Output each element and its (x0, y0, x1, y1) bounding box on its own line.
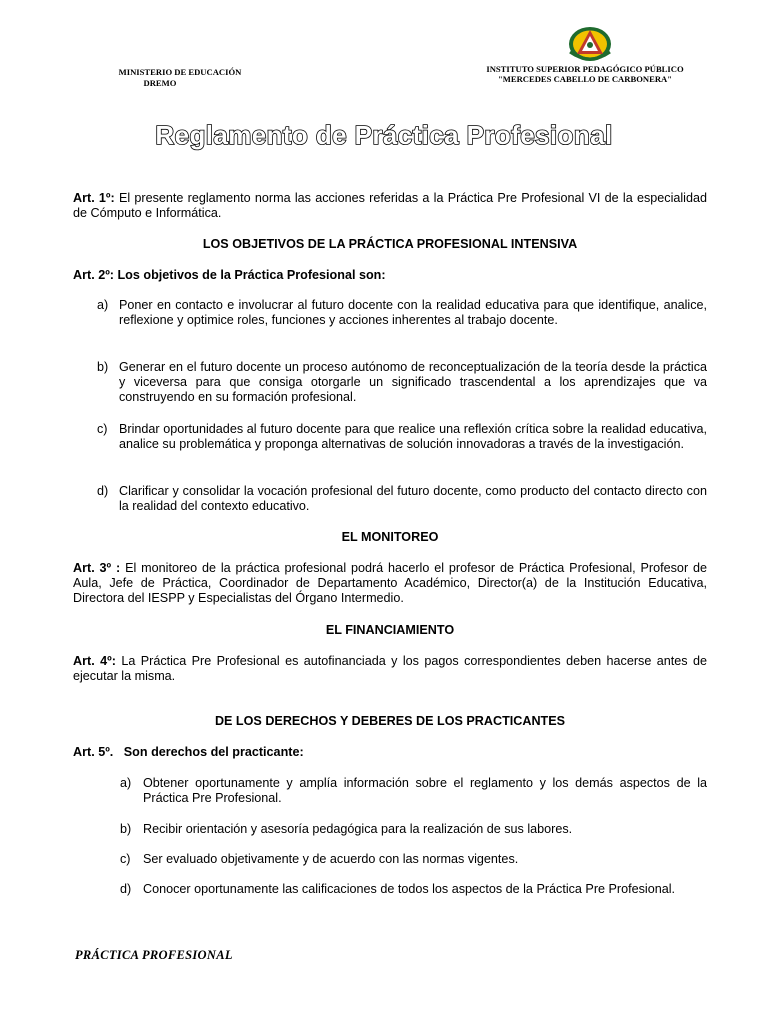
list-item-text: Ser evaluado objetivamente y de acuerdo con las normas vigentes. (143, 852, 519, 866)
list-item (120, 776, 707, 806)
list-item-text: Recibir orientación y asesoría pedagógica para la realización de sus labores. (143, 822, 573, 836)
institute-seal-icon (565, 22, 615, 64)
list-item-text: Poner en contacto e involucrar al futuro docente con la realidad educativa para que identifique, analice, reflexione y optimice roles, funciones y acciones inherentes al trabajo docente. (119, 298, 707, 327)
article-4-text: La Práctica Pre Profesional es autofinanciada y los pagos correspondientes deben hacerse antes de ejecutar la misma. (73, 654, 707, 683)
article-4 (73, 654, 707, 684)
heading-derechos: DE LOS DERECHOS Y DEBERES DE LOS PRACTICANTES (214, 714, 566, 728)
list-item-label: d) (120, 882, 132, 896)
list-item-text: Brindar oportunidades al futuro docente para que realice una reflexión crítica sobre la realidad educativa, analice su problemática y proponga alternativas de solución innovadoras a través de la investigación. (119, 422, 707, 451)
list-item (97, 484, 707, 514)
list-item-text: Generar en el futuro docente un proceso autónomo de reconceptualización de la teoría desde la práctica y viceversa para que consiga otorgarle un significado trascendental a los aprendizajes que va construyendo en su formación profesional. (119, 360, 707, 404)
dremo-label: DREMO (143, 78, 177, 88)
list-item-label: d) (97, 484, 109, 498)
article-1-label: Art. 1º: (73, 191, 115, 205)
institute-header (462, 64, 708, 84)
article-1-text: El presente reglamento norma las acciones referidas a la Práctica Pre Profesional VI de la especialidad de Cómputo e Informática. (73, 191, 707, 220)
list-item (120, 852, 707, 867)
article-3-text: El monitoreo de la práctica profesional podrá hacerlo el profesor de Práctica Profesional, Profesor de Aula, Jefe de Práctica, Coordinador de Departamento Académico, Director(a) de la Institución Educativa, Directora del IESPP y Especialistas del Órgano Intermedio. (73, 561, 708, 605)
page-footer: PRÁCTICA PROFESIONAL (75, 948, 233, 962)
article-5-label: Art. 5º. Son derechos del practicante: (73, 745, 304, 759)
list-item-label: c) (120, 852, 131, 866)
list-item-text: Conocer oportunamente las calificaciones de todos los aspectos de la Práctica Pre Profesional. (143, 882, 676, 896)
list-item-text: Obtener oportunamente y amplía información sobre el reglamento y los demás aspectos de la Práctica Pre Profesional. (143, 776, 707, 805)
list-item-label: c) (97, 422, 108, 436)
institute-name: INSTITUTO SUPERIOR PEDAGÓGICO PÚBLICO (486, 64, 684, 74)
document-title: Reglamento de Práctica Profesional (155, 120, 613, 150)
article-1 (73, 191, 707, 221)
list-item-label: b) (97, 360, 109, 374)
list-item (97, 298, 707, 328)
list-item (120, 822, 707, 837)
list-item-text: Clarificar y consolidar la vocación profesional del futuro docente, como producto del contacto directo con la realidad del contexto educativo. (119, 484, 707, 513)
article-3-label: Art. 3º : (73, 561, 121, 575)
list-item (97, 422, 707, 452)
list-item-label: b) (120, 822, 132, 836)
heading-monitoreo: EL MONITOREO (341, 530, 439, 544)
heading-financiamiento: EL FINANCIAMIENTO (325, 623, 455, 637)
article-3 (73, 561, 707, 606)
list-item (120, 882, 707, 897)
list-item-label: a) (97, 298, 109, 312)
institute-subname: "MERCEDES CABELLO DE CARBONERA" (497, 74, 673, 84)
list-item (97, 360, 707, 405)
ministry-header (100, 67, 260, 89)
ministry-name: MINISTERIO DE EDUCACIÓN (118, 67, 242, 77)
heading-objetivos: LOS OBJETIVOS DE LA PRÁCTICA PROFESIONAL INTENSIVA (202, 237, 578, 251)
list-item-label: a) (120, 776, 132, 790)
article-2-label: Art. 2º: Los objetivos de la Práctica Profesional son: (73, 268, 386, 282)
article-4-label: Art. 4º: (73, 654, 116, 668)
